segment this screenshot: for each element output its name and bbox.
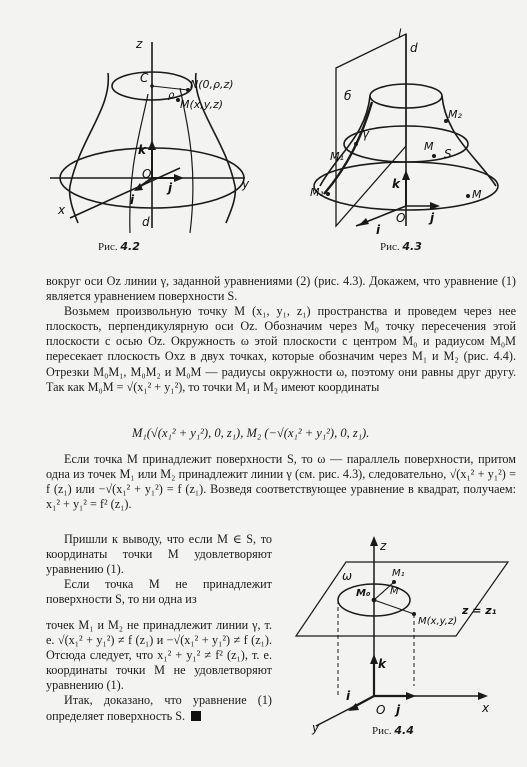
- d-label: d: [142, 215, 150, 229]
- x-label: x: [58, 203, 66, 217]
- omega-label: ω: [342, 569, 353, 583]
- half-plane: [336, 34, 406, 226]
- paragraph-5a: Если точка M не принадлежит поверхности S, то ни одна из: [46, 577, 272, 607]
- c-label: C: [140, 71, 149, 85]
- y-label: y: [242, 177, 250, 191]
- o-label: O: [142, 167, 152, 181]
- m2-label: M: [390, 586, 399, 597]
- x-axis: [70, 168, 180, 218]
- m-label: M: [424, 140, 434, 153]
- z-label: z: [136, 37, 143, 51]
- m0-label: M₀: [356, 588, 371, 599]
- formula-m1-m2: M₁(√(x₁² + y₁²), 0, z₁), M₂ (−√(x₁² + y₁²), 0, z₁).: [132, 426, 370, 440]
- j-label: j: [430, 211, 435, 225]
- m1-label: M₁: [330, 150, 344, 163]
- mb-label: M: [472, 188, 482, 201]
- o-label: O: [376, 703, 386, 717]
- j-label: j: [396, 703, 401, 717]
- caption-4-4: Рис. 4.4: [372, 724, 414, 737]
- figure-4-4: [286, 536, 518, 736]
- front-meridian: [130, 94, 148, 233]
- gamma-label: γ: [362, 127, 370, 141]
- mz-label: M(x,y,z): [418, 616, 458, 627]
- paragraph-2: Возьмем произвольную точку M (x₁, y₁, z₁) пространства и проведем через нее плоскость, перпендикулярную оси Oz. Обозначим через M₀ точку пересечения этой плоскости с осью Oz. Окружность ω этой плоскости с центром M₀ и радиусом M₀M пересекает плоскость Oxz в двух точках, которые обозначим через M₁ и M₂ (рис. 4.4). Отрезки M₀M₁, M₀M₂ и M₀M — радиусы окружности ω, поэтому они равны друг другу. Так как M₀M = √(x₁² + y₁²), то точки M₁ и M₂ имеют координаты: [46, 304, 516, 394]
- figure-4-3: [296, 26, 516, 238]
- l-label: l: [398, 27, 402, 41]
- plane-label: z = z₁: [462, 604, 497, 617]
- o-label: O: [396, 211, 406, 225]
- i-label: i: [346, 689, 351, 703]
- m2-label: M₂: [448, 108, 462, 121]
- figure-4-2: [30, 28, 270, 256]
- end-of-proof-mark: [191, 711, 201, 721]
- i-label: i: [376, 223, 381, 237]
- k-label: k: [392, 177, 400, 191]
- caption-4-3: Рис. 4.3: [380, 240, 422, 253]
- b-label: б: [344, 89, 352, 103]
- paragraph-6: Итак, доказано, что уравнение (1) определяет поверхность S.: [46, 693, 272, 723]
- i-label: i: [130, 193, 135, 207]
- narrow-text-2: [46, 618, 272, 724]
- paragraph-4: Пришли к выводу, что если M ∈ S, то координаты точки M удовлетворяют уравнению (1).: [46, 532, 272, 577]
- text-after-formula: [46, 452, 516, 512]
- y-label: y: [312, 721, 320, 735]
- radius-mm: [374, 600, 414, 614]
- m-label: M(x,y,z): [180, 98, 224, 111]
- k-label: k: [138, 143, 146, 157]
- k-label: k: [378, 657, 386, 671]
- paragraph-3: Если точка M принадлежит поверхности S, то ω — параллель поверхности, притом одна из точек M₁ или M₂ принадлежит линии γ (см. рис. 4.3), следовательно, √(x₁² + y₁²) = f (z₁) или −√(x₁² + y₁²) = f (z₁). Возведя соответствующее уравнение в квадрат, получаем: x₁² + y₁² = f² (z₁).: [46, 452, 516, 512]
- paragraph-1: вокруг оси Oz линии γ, заданной уравнениями (2) (рис. 4.3). Докажем, что уравнение (1) является уравнением поверхности S.: [46, 274, 516, 304]
- s-label: S: [444, 147, 452, 161]
- z-label: z: [380, 539, 387, 553]
- main-text: [46, 274, 516, 395]
- m1-label: M₁: [392, 568, 405, 579]
- caption-4-2: Рис. 4.2: [98, 240, 140, 253]
- rho-label: ρ: [168, 90, 175, 101]
- m1b-label: M₁: [310, 186, 324, 199]
- d-label: d: [410, 41, 418, 55]
- narrow-text: [46, 532, 272, 607]
- n-label: N(0,ρ,z): [190, 78, 234, 91]
- paragraph-5b: точек M₁ и M₂ не принадлежит линии γ, т. е. √(x₁² + y₁²) ≠ f (z₁) и −√(x₁² + y₁²) ≠ f (z₁). Отсюда следует, что x₁² + y₁² ≠ f² (z₁), т. е. координаты точки M не удовлетворяют уравнению (1).: [46, 618, 272, 693]
- j-label: j: [168, 181, 173, 195]
- x-label: x: [482, 701, 490, 715]
